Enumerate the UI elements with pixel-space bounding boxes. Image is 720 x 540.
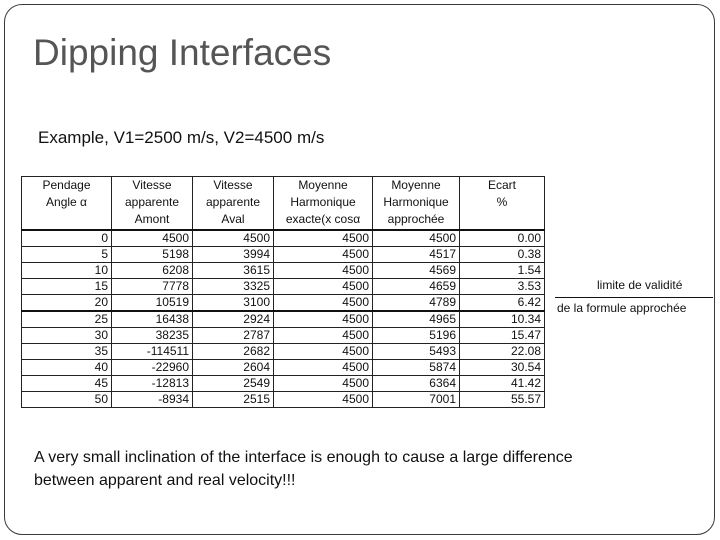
table-cell: 38235 (112, 328, 193, 344)
table-cell: 2787 (193, 328, 274, 344)
table-cell: -8934 (112, 392, 193, 408)
table-cell: 15.47 (460, 328, 545, 344)
table-row (22, 279, 545, 295)
table-cell: 7001 (373, 392, 460, 408)
table-row (22, 328, 545, 344)
header-line: Vitesse (213, 178, 253, 192)
table-row-validity-limit (22, 295, 545, 312)
table-cell: 2549 (193, 376, 274, 392)
table-row (22, 263, 545, 279)
table-cell: 0.00 (460, 230, 545, 247)
table-cell: 30.54 (460, 360, 545, 376)
table-cell: 4500 (274, 376, 373, 392)
header-pendage (22, 177, 112, 231)
header-ecart (460, 177, 545, 231)
table-row (22, 230, 545, 247)
header-moyenne-exacte (274, 177, 373, 231)
table-cell: 4659 (373, 279, 460, 295)
table-image (19, 174, 713, 429)
table-cell: 5493 (373, 344, 460, 360)
table-cell: 50 (22, 392, 112, 408)
header-line: Harmonique (290, 195, 356, 209)
table-cell: 0.38 (460, 247, 545, 263)
table-cell: 4500 (274, 247, 373, 263)
table-cell: 5874 (373, 360, 460, 376)
table-cell: 10 (22, 263, 112, 279)
table-cell: 6208 (112, 263, 193, 279)
table-cell: 4500 (274, 295, 373, 312)
header-line: apparente (205, 195, 261, 209)
table-cell: 7778 (112, 279, 193, 295)
table-cell: 0 (22, 230, 112, 247)
table-cell: 6.42 (460, 295, 545, 312)
table-cell: 2604 (193, 360, 274, 376)
table-cell: 4500 (274, 311, 373, 328)
table-cell: 4500 (274, 360, 373, 376)
table-cell: 4500 (274, 279, 373, 295)
header-line: Amont (134, 212, 170, 226)
slide-subtitle: Example, V1=2500 m/s, V2=4500 m/s (38, 128, 325, 147)
header-line: Vitesse (132, 178, 172, 192)
table-cell: 4500 (274, 263, 373, 279)
caption-line: A very small inclination of the interface is enough to cause a large difference (34, 449, 573, 466)
header-line: Harmonique (383, 195, 449, 209)
table-cell: 3325 (193, 279, 274, 295)
header-line: Pendage (42, 178, 91, 192)
velocity-table (21, 176, 545, 408)
table-cell: 22.08 (460, 344, 545, 360)
table-cell: 3615 (193, 263, 274, 279)
table-header-row (22, 177, 545, 231)
table-cell: 2924 (193, 311, 274, 328)
approximate-formula-label: de la formule approchée (557, 301, 687, 315)
header-moyenne-approchee (373, 177, 460, 231)
table-cell: 4569 (373, 263, 460, 279)
table-cell: 5198 (112, 247, 193, 263)
header-vitesse-aval (193, 177, 274, 231)
header-line: % (496, 195, 508, 209)
table-cell: 4500 (274, 328, 373, 344)
table-cell: 16438 (112, 311, 193, 328)
table-row (22, 247, 545, 263)
slide-title: Dipping Interfaces (33, 32, 332, 73)
table-cell: 5196 (373, 328, 460, 344)
table-cell: 6364 (373, 376, 460, 392)
header-line: approchée (387, 212, 445, 226)
table-cell: 2682 (193, 344, 274, 360)
table-cell: 4500 (274, 392, 373, 408)
header-line (22, 211, 111, 228)
table-cell: 2515 (193, 392, 274, 408)
header-line: apparente (124, 195, 180, 209)
header-line (460, 211, 544, 228)
table-cell: 45 (22, 376, 112, 392)
validity-limit-line (555, 297, 713, 298)
table-row (22, 360, 545, 376)
table-cell: 20 (22, 295, 112, 312)
table-cell: 5 (22, 247, 112, 263)
table-cell: -12813 (112, 376, 193, 392)
table-cell: 3.53 (460, 279, 545, 295)
caption-line: between apparent and real velocity!!! (34, 472, 296, 489)
slide-caption (34, 446, 694, 492)
table-cell: -22960 (112, 360, 193, 376)
table-row (22, 344, 545, 360)
table-cell: 30 (22, 328, 112, 344)
header-line: Aval (221, 212, 245, 226)
header-line: Moyenne (298, 178, 348, 192)
table-cell: -114511 (112, 344, 193, 360)
table-cell: 3994 (193, 247, 274, 263)
table-cell: 40 (22, 360, 112, 376)
header-line: Moyenne (391, 178, 441, 192)
table-cell: 4789 (373, 295, 460, 312)
table-cell: 41.42 (460, 376, 545, 392)
table-cell: 4500 (112, 230, 193, 247)
table-cell: 4500 (193, 230, 274, 247)
table-cell: 4517 (373, 247, 460, 263)
table-cell: 55.57 (460, 392, 545, 408)
header-line: exacte(x cosα (285, 212, 361, 226)
table-cell: 35 (22, 344, 112, 360)
table-row (22, 376, 545, 392)
header-line: Angle α (46, 195, 87, 209)
table-cell: 10519 (112, 295, 193, 312)
table-cell: 4500 (274, 230, 373, 247)
table-row (22, 392, 545, 408)
table-cell: 15 (22, 279, 112, 295)
table-cell: 4500 (373, 230, 460, 247)
header-vitesse-amont (112, 177, 193, 231)
table-cell: 10.34 (460, 311, 545, 328)
validity-limit-label: limite de validité (597, 278, 683, 292)
table-cell: 4965 (373, 311, 460, 328)
table-cell: 25 (22, 311, 112, 328)
table-cell: 4500 (274, 344, 373, 360)
table-row (22, 311, 545, 328)
table-cell: 3100 (193, 295, 274, 312)
header-line: Ecart (487, 178, 516, 192)
table-cell: 1.54 (460, 263, 545, 279)
